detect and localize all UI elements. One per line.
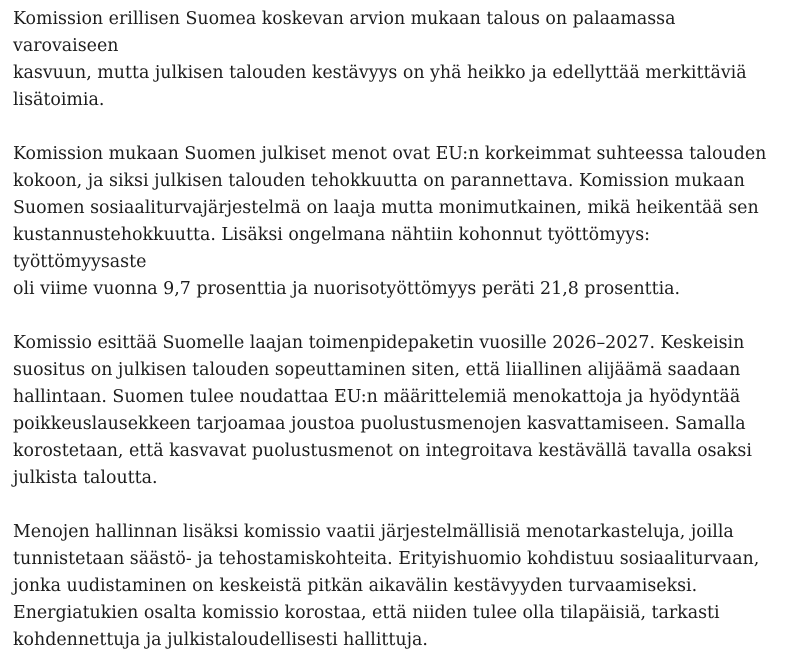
paragraph-public-spending: Komission mukaan Suomen julkiset menot ovat EU:n korkeimmat suhteessa talouden kokoon, ja siksi julkisen talouden tehokkuutta on parannettava. Komission mukaan Suomen sosiaaliturvajärjestelmä on laaja mutta monimutkainen, mikä heikentää sen kustannustehokkuutta. Lisäksi ongelmana nähtiin kohonnut työttömyys: työttömyysaste oli viime vuonna 9,7 prosenttia ja nuorisotyöttömyys peräti 21,8 prosenttia. [13, 144, 767, 299]
paragraph-measures: Komissio esittää Suomelle laajan toimenpidepaketin vuosille 2026–2027. Keskeisin suositus on julkisen talouden sopeuttaminen siten, että liiallinen alijäämä saadaan hallintaan. Suomen tulee noudattaa EU:n määrittelemiä menokattoja ja hyödyntää poikkeuslausekkeen tarjoamaa joustoa puolustusmenojen kasvattamiseen. Samalla korostetaan, että kasvavat puolustusmenot on integroitava kestävällä tavalla osaksi julkista taloutta. [13, 333, 752, 488]
paragraph-spending-reviews: Menojen hallinnan lisäksi komissio vaatii järjestelmällisiä menotarkasteluja, joilla tunnistetaan säästö- ja tehostamiskohteita. Erityishuomio kohdistuu sosiaaliturvaan, jonka uudistaminen on keskeistä pitkän aikavälin kestävyyden turvaamiseksi. Energiatukien osalta komissio korostaa, että niiden tulee olla tilapäisiä, tarkasti kohdennettuja ja julkistaloudellisesti hallittuja. [13, 522, 760, 650]
paragraph-outlook: Komission erillisen Suomea koskevan arvion mukaan talous on palaamassa varovaiseen kasvuun, mutta julkisen talouden kestävyys on yhä heikko ja edellyttää merkittäviä lisätoimia. [13, 9, 747, 110]
